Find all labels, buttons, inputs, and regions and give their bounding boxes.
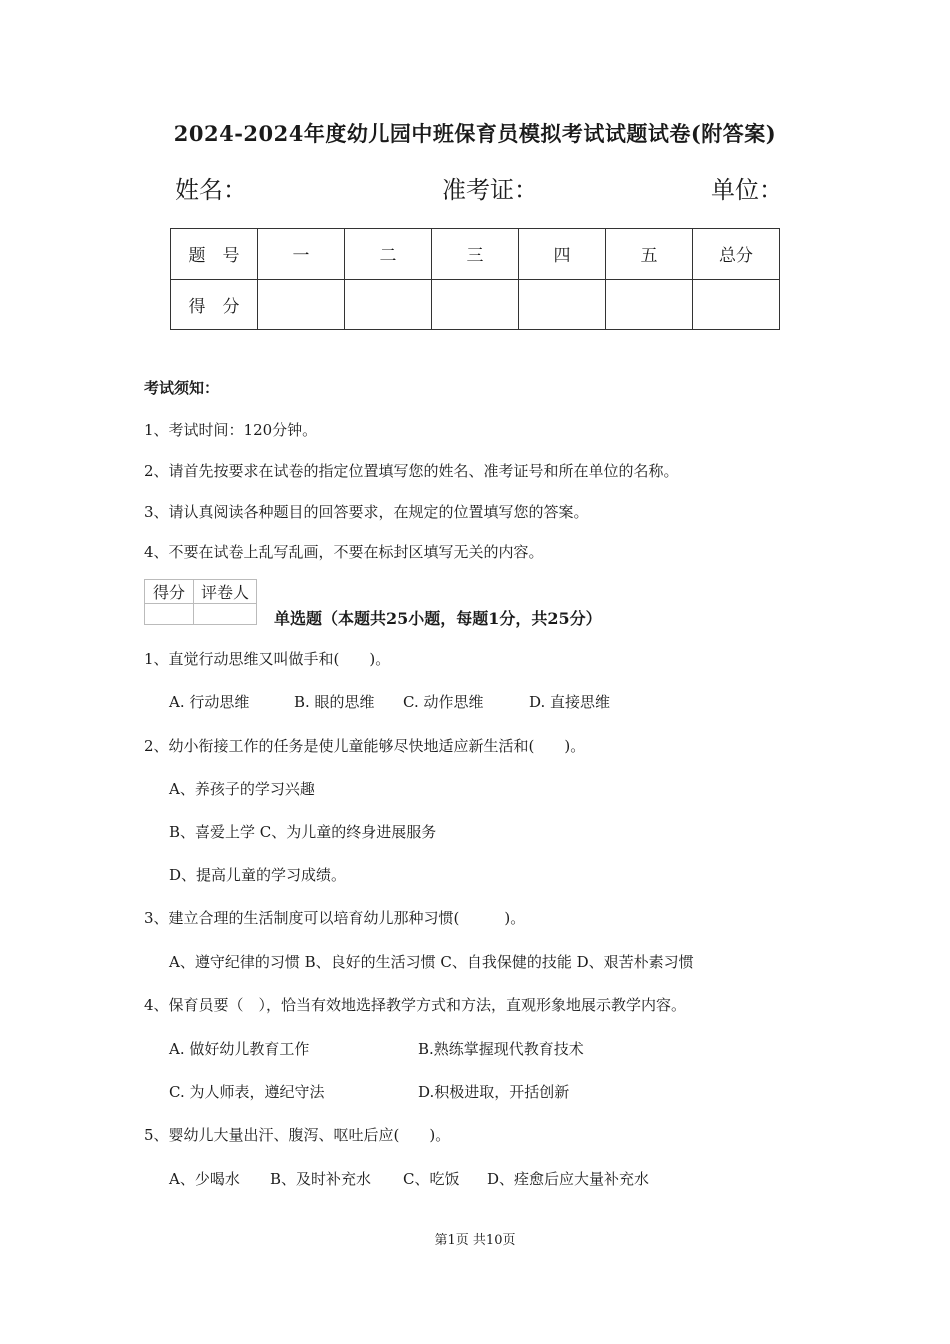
question-stem: 2、幼小衔接工作的任务是使儿童能够尽快地适应新生活和( )。 [144, 737, 586, 755]
unit-label: 单位： [711, 176, 783, 204]
grader-score-label: 得分 [145, 580, 194, 604]
score-cell-3[interactable] [432, 279, 519, 330]
score-table-score-row [171, 279, 780, 330]
header-total: 总分 [693, 229, 780, 280]
grader-box [144, 579, 257, 625]
header-part-2: 二 [345, 229, 432, 280]
score-cell-2[interactable] [345, 279, 432, 330]
score-cell-1[interactable] [258, 279, 345, 330]
score-cell-total[interactable] [693, 279, 780, 330]
question-stem: 5、婴幼儿大量出汗、腹泻、呕吐后应( )。 [144, 1126, 451, 1144]
question-option: B、喜爱上学 C、为儿童的终身进展服务 [169, 823, 437, 841]
header-part-5: 五 [606, 229, 693, 280]
grader-name-cell[interactable] [194, 604, 257, 625]
question-option: C、吃饭 [403, 1170, 460, 1188]
question-option: D. 直接思维 [529, 693, 611, 711]
question-option: A. 做好幼儿教育工作 [169, 1040, 310, 1058]
section-title: 单选题（本题共25小题，每题1分，共25分） [274, 609, 602, 628]
question-stem: 4、保育员要（ ），恰当有效地选择教学方式和方法，直观形象地展示教学内容。 [144, 996, 687, 1014]
question-option: A、少喝水 [169, 1170, 240, 1188]
question-option: A. 行动思维 [169, 693, 250, 711]
question-stem: 3、建立合理的生活制度可以培育幼儿那种习惯( )。 [144, 909, 526, 927]
score-table-header-row [171, 229, 780, 280]
score-cell-5[interactable] [606, 279, 693, 330]
score-table [170, 228, 780, 330]
header-part-4: 四 [519, 229, 606, 280]
question-option: D、痊愈后应大量补充水 [487, 1170, 650, 1188]
question-option: B.熟练掌握现代教育技术 [418, 1040, 584, 1058]
question-option: A、养孩子的学习兴趣 [169, 780, 315, 798]
page-footer: 第1页 共10页 [434, 1233, 516, 1248]
notice-item: 4、不要在试卷上乱写乱画，不要在标封区填写无关的内容。 [144, 543, 544, 561]
header-part-1: 一 [258, 229, 345, 280]
question-option: B、及时补充水 [270, 1170, 372, 1188]
question-option: D.积极进取，开括创新 [418, 1083, 570, 1101]
exam-id-label: 准考证： [442, 176, 538, 204]
header-part-3: 三 [432, 229, 519, 280]
grader-name-label: 评卷人 [194, 580, 257, 604]
question-stem: 1、直觉行动思维又叫做手和( )。 [144, 650, 391, 668]
notice-item: 3、请认真阅读各种题目的回答要求，在规定的位置填写您的答案。 [144, 503, 589, 521]
notice-title: 考试须知： [144, 379, 220, 397]
header-question-number: 题 号 [171, 229, 258, 280]
question-option: C. 动作思维 [403, 693, 484, 711]
score-cell-4[interactable] [519, 279, 606, 330]
exam-title: 2024-2024年度幼儿园中班保育员模拟考试试题试卷(附答案) [173, 121, 777, 146]
grader-score-cell[interactable] [145, 604, 194, 625]
notice-item: 1、考试时间：120分钟。 [144, 421, 318, 439]
notice-item: 2、请首先按要求在试卷的指定位置填写您的姓名、准考证号和所在单位的名称。 [144, 462, 679, 480]
question-option: B. 眼的思维 [294, 693, 375, 711]
name-label: 姓名： [175, 176, 247, 204]
score-label: 得 分 [171, 279, 258, 330]
question-option: A、遵守纪律的习惯 B、良好的生活习惯 C、自我保健的技能 D、艰苦朴素习惯 [169, 953, 694, 971]
question-option: C. 为人师表，遵纪守法 [169, 1083, 325, 1101]
question-option: D、提高儿童的学习成绩。 [169, 866, 347, 884]
